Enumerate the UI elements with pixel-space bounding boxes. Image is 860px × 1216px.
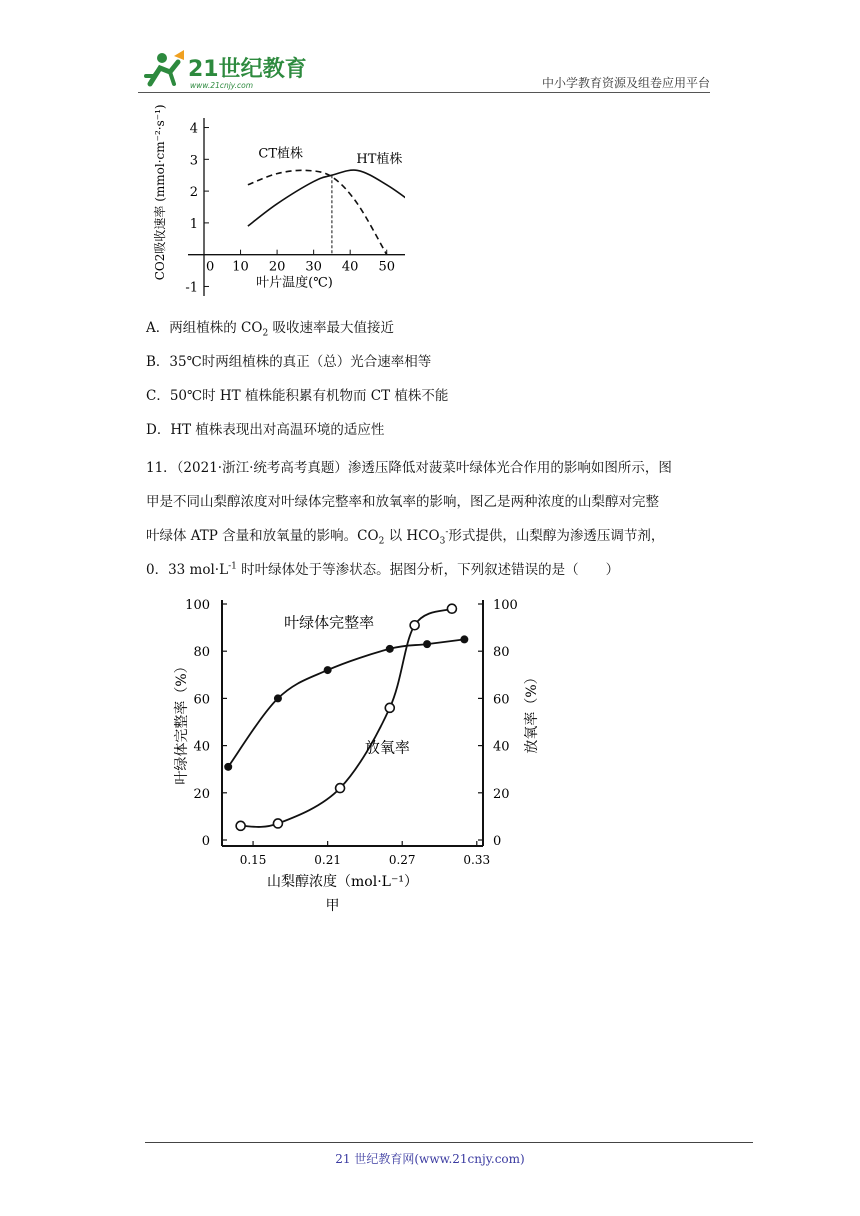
series-ct-line	[248, 170, 387, 254]
option-b: B．35℃时两组植株的真正（总）光合速率相等	[146, 354, 432, 370]
right-axis-label: 放氧率（%）	[524, 670, 540, 754]
series-label-ct: CT植株	[258, 146, 304, 162]
series-oxygen-line	[241, 609, 452, 827]
y-tick-label: -1	[185, 280, 198, 296]
chart-sorbitol-concentration	[174, 592, 550, 922]
figure-label: 甲	[325, 898, 340, 914]
series-integrity-line	[228, 639, 464, 766]
left-tick-label: 80	[193, 645, 210, 661]
integrity-point	[324, 666, 332, 674]
option-c: C．50℃时 HT 植株能积累有机物而 CT 植株不能	[146, 388, 449, 404]
series-label-integrity: 叶绿体完整率	[284, 613, 375, 632]
header-divider	[138, 92, 710, 93]
integrity-point	[423, 640, 431, 648]
left-tick-label: 20	[193, 786, 210, 802]
x-axis-label: 山梨醇浓度（mol·L⁻¹）	[267, 874, 418, 890]
y-tick-label: 1	[189, 216, 198, 232]
footer-divider	[145, 1142, 753, 1143]
right-tick-label: 100	[493, 598, 518, 613]
integrity-point	[224, 763, 232, 771]
x-tick-label: 0.21	[314, 853, 342, 867]
oxygen-point	[410, 621, 419, 630]
x-tick-label: 50	[378, 259, 396, 275]
question-11-line-3: 叶绿体 ATP 含量和放氧量的影响。$CO_2$ 以 $HCO_3^-$形式提供，山梨醇为渗透压调节剂，	[146, 527, 665, 547]
x-tick-label: 0.27	[388, 853, 416, 867]
question-11-line-1: 11．（2021·浙江·统考高考真题）渗透压降低对菠菜叶绿体光合作用的影响如图所示，图	[146, 460, 672, 476]
oxygen-point	[336, 784, 345, 793]
x-tick-label: 10	[232, 259, 249, 275]
header-platform-text: 中小学教育资源及组卷应用平台	[541, 76, 710, 90]
left-tick-label: 40	[193, 739, 210, 755]
oxygen-point	[385, 703, 394, 712]
y-axis-label: CO2吸收速率 (mmol·cm⁻²·s⁻¹)	[153, 104, 167, 281]
left-tick-label: 0	[201, 834, 210, 849]
right-tick-label: 20	[493, 786, 510, 802]
y-tick-label: 4	[189, 121, 198, 137]
integrity-point	[460, 635, 468, 643]
right-tick-label: 60	[493, 692, 510, 708]
series-label-ht: HT植株	[356, 152, 403, 168]
oxygen-point	[447, 604, 456, 613]
x-axis-label: 叶片温度(℃)	[256, 275, 333, 291]
left-axis-label: 叶绿体完整率（%）	[174, 659, 190, 785]
x-tick-label: 30	[305, 259, 322, 275]
site-logo	[140, 46, 310, 94]
series-label-oxygen: 放氧率	[364, 738, 410, 757]
runner-icon	[146, 50, 184, 84]
option-a: A．两组植株的 $CO_2$ 吸收速率最大值接近	[146, 320, 394, 339]
x-tick-label: 40	[341, 259, 359, 275]
y-tick-label: 2	[189, 185, 198, 201]
question-11-line-4: 0．33 $mol\cdot L^{-1}$ 时叶绿体处于等渗状态。据图分析，下列叙述错误的是（ ）	[146, 561, 620, 578]
option-d: D．HT 植株表现出对高温环境的适应性	[146, 422, 385, 438]
oxygen-point	[273, 819, 282, 828]
right-tick-label: 80	[493, 645, 510, 661]
left-tick-label: 100	[185, 598, 210, 613]
right-tick-label: 40	[493, 739, 510, 755]
oxygen-point	[236, 821, 245, 830]
left-tick-label: 60	[193, 692, 210, 708]
footer-text: 21 世纪教育网(www.21cnjy.com)	[335, 1152, 525, 1166]
x-tick-label: 0.15	[239, 853, 267, 867]
logo-text: 21世纪教育	[188, 57, 307, 82]
y-tick-label: 3	[189, 153, 198, 169]
chart-co2-temperature	[140, 104, 420, 308]
x-tick-label: 20	[268, 259, 286, 275]
x-tick-label: 0	[206, 259, 215, 275]
integrity-point	[274, 694, 282, 702]
question-11-line-2: 甲是不同山梨醇浓度对叶绿体完整率和放氧率的影响，图乙是两种浓度的山梨醇对完整	[146, 494, 659, 510]
integrity-point	[386, 645, 394, 653]
right-tick-label: 0	[493, 834, 502, 849]
x-tick-label: 0.33	[463, 853, 491, 867]
logo-url: www.21cnjy.com	[190, 81, 254, 90]
